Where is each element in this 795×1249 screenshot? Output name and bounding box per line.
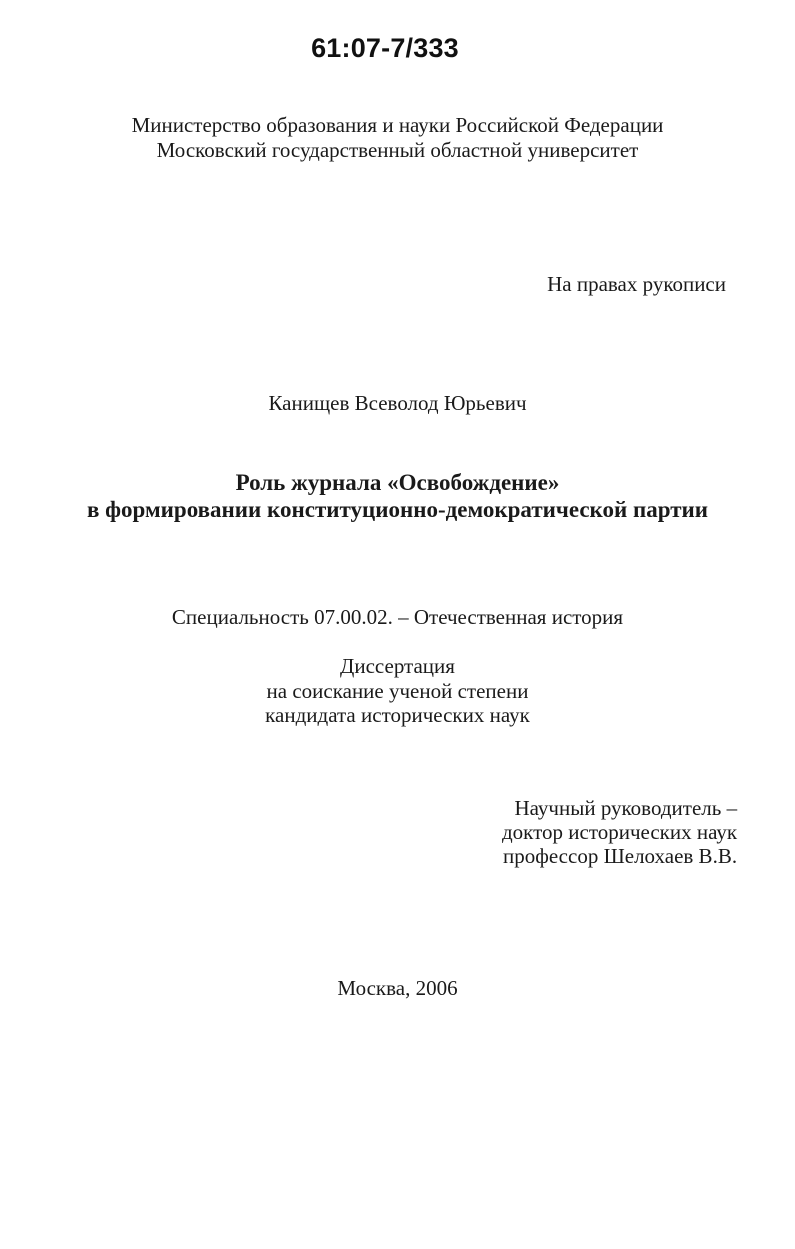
place-and-year: Москва, 2006 (337, 976, 458, 1000)
rights-note: На правах рукописи (547, 272, 726, 296)
advisor-role: Научный руководитель – (514, 796, 738, 820)
dissertation-title-line-1: Роль журнала «Освобождение» (235, 470, 560, 495)
advisor-degree: доктор исторических наук (502, 820, 738, 844)
advisor-name: профессор Шелохаев В.В. (502, 844, 738, 868)
scientific-advisor-block (502, 796, 737, 868)
university-line: Московский государственный областной университет (156, 138, 639, 162)
ministry-line: Министерство образования и науки Российской Федерации (131, 113, 664, 137)
author-name: Канищев Всеволод Юрьевич (268, 391, 527, 415)
specialty-line: Специальность 07.00.02. – Отечественная история (171, 605, 624, 629)
dissertation-title-line-2: в формировании конституционно-демократической партии (86, 497, 709, 522)
degree-name-line: кандидата исторических наук (265, 703, 530, 727)
catalog-number: 61:07-7/333 (311, 33, 459, 63)
degree-purpose-line: на соискание ученой степени (266, 679, 529, 703)
dissertation-label: Диссертация (340, 654, 455, 678)
